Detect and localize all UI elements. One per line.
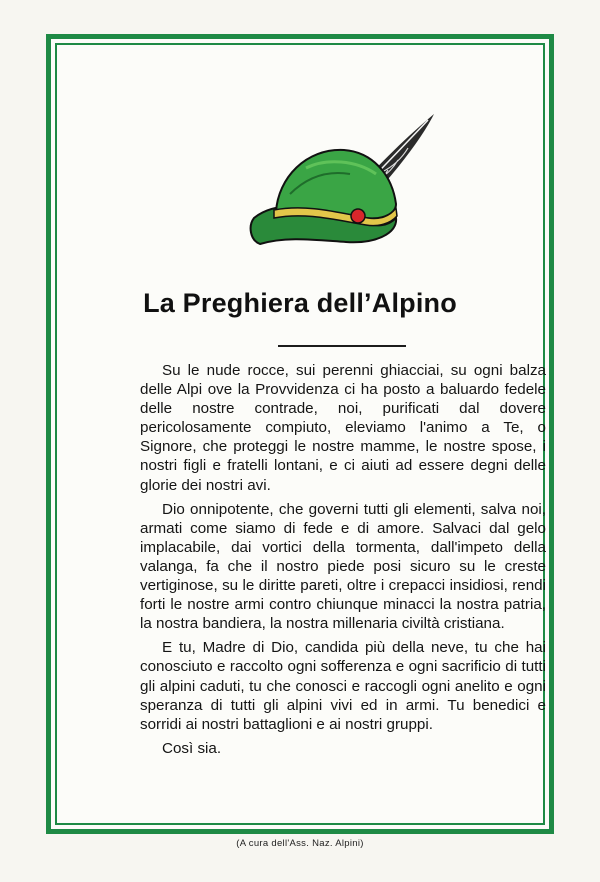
title-divider [278, 345, 406, 347]
prayer-card [46, 34, 554, 834]
prayer-text [140, 361, 546, 758]
credit-line: (A cura dell'Ass. Naz. Alpini) [236, 838, 364, 849]
prayer-paragraph-4: Così sia. [162, 739, 222, 757]
prayer-paragraph-1: Su le nude rocce, sui perenni ghiacciai, su ogni balza delle Alpi ove la Provvidenza ci ha posto a baluardo fedele delle nostre contrade, noi, purificati dal dovere pericolosamente compiuto, eleviamo l'animo a Te, o Signore, che proteggi le nostre mamme, le nostre spose, i nostri figli e fratelli lontani, e ci aiuti ad essere degni delle glorie dei nostri avi. [140, 362, 546, 494]
page-title: La Preghiera dell’Alpino [143, 288, 457, 318]
prayer-paragraph-3: E tu, Madre di Dio, candida più della neve, tu che hai conosciuto e raccolto ogni sofferenza e ogni sacrificio di tutti gli alpini caduti, tu che conosci e raccogli ogni anelito e ogni speranza di tutti gli alpini vivi ed in armi. Tu benedici e sorridi ai nostri battaglioni e ai nostri gruppi. [140, 639, 546, 733]
alpine-hat-icon [246, 108, 436, 253]
hat-pompon [351, 209, 365, 223]
prayer-paragraph-2: Dio onnipotente, che governi tutti gli elementi, salva noi, armati come siamo di fede e di amore. Salvaci dal gelo implacabile, dai vortici della tormenta, dall'impeto della valanga, fa che il nostro piede posi sicuro su le creste vertiginose, su le diritte pareti, oltre i crepacci insidiosi, rendi forti le nostre armi contro chiunque minacci la nostra patria, la nostra bandiera, la nostra millenaria civiltà cristiana. [140, 500, 546, 633]
